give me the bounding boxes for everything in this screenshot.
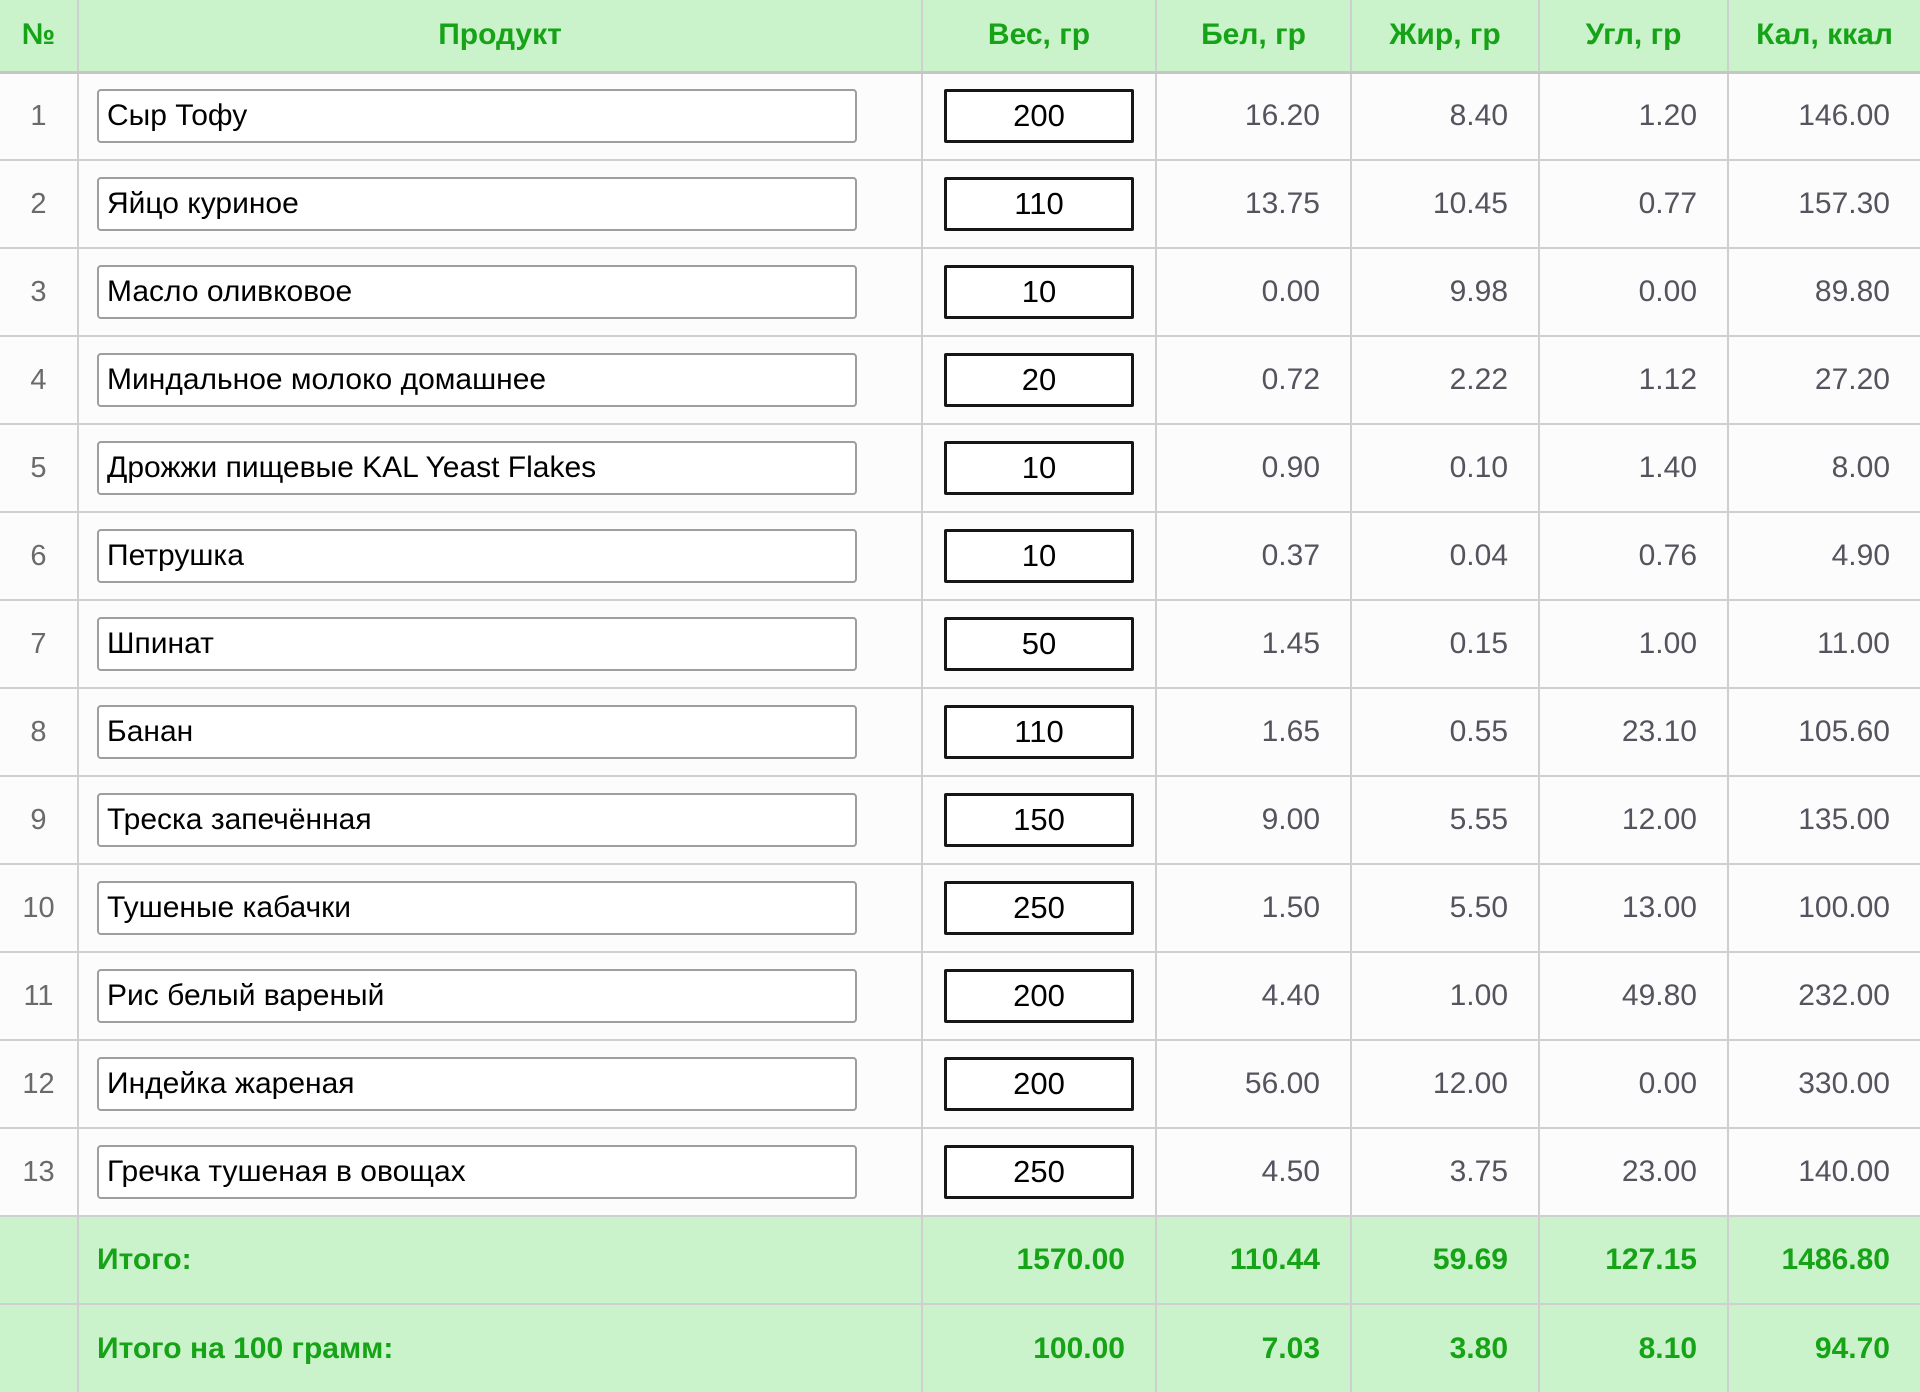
product-cell xyxy=(78,336,922,424)
column-header-protein: Бел, гр xyxy=(1156,0,1351,72)
product-name-input[interactable] xyxy=(97,1057,857,1111)
carbs-value: 0.00 xyxy=(1539,1040,1728,1128)
product-cell xyxy=(78,600,922,688)
weight-cell xyxy=(922,776,1156,864)
totals-per-100g-calories-value: 94.70 xyxy=(1728,1304,1920,1392)
weight-cell xyxy=(922,72,1156,160)
protein-value: 13.75 xyxy=(1156,160,1351,248)
table-row xyxy=(0,72,1920,160)
protein-value: 1.45 xyxy=(1156,600,1351,688)
totals-fat-value: 59.69 xyxy=(1351,1216,1539,1304)
product-cell xyxy=(78,1128,922,1216)
row-number: 7 xyxy=(0,600,78,688)
protein-value: 1.65 xyxy=(1156,688,1351,776)
totals-carbs-value: 127.15 xyxy=(1539,1216,1728,1304)
carbs-value: 12.00 xyxy=(1539,776,1728,864)
product-name-input[interactable] xyxy=(97,969,857,1023)
product-name-input[interactable] xyxy=(97,617,857,671)
protein-value: 1.50 xyxy=(1156,864,1351,952)
fat-value: 0.10 xyxy=(1351,424,1539,512)
table-row xyxy=(0,512,1920,600)
carbs-value: 49.80 xyxy=(1539,952,1728,1040)
totals-per-100g-protein-value: 7.03 xyxy=(1156,1304,1351,1392)
column-header-calories: Кал, ккал xyxy=(1728,0,1920,72)
protein-value: 4.40 xyxy=(1156,952,1351,1040)
column-header-fat: Жир, гр xyxy=(1351,0,1539,72)
product-cell xyxy=(78,72,922,160)
weight-input[interactable] xyxy=(944,177,1134,231)
product-name-input[interactable] xyxy=(97,265,857,319)
table-row xyxy=(0,688,1920,776)
column-header-weight: Вес, гр xyxy=(922,0,1156,72)
weight-cell xyxy=(922,600,1156,688)
calories-value: 146.00 xyxy=(1728,72,1920,160)
row-number: 2 xyxy=(0,160,78,248)
column-header-product: Продукт xyxy=(78,0,922,72)
product-cell xyxy=(78,424,922,512)
product-name-input[interactable] xyxy=(97,89,857,143)
product-name-input[interactable] xyxy=(97,441,857,495)
row-number: 12 xyxy=(0,1040,78,1128)
column-header-number: № xyxy=(0,0,78,72)
fat-value: 2.22 xyxy=(1351,336,1539,424)
weight-input[interactable] xyxy=(944,881,1134,935)
calories-value: 157.30 xyxy=(1728,160,1920,248)
table-row xyxy=(0,1128,1920,1216)
weight-cell xyxy=(922,248,1156,336)
table-row xyxy=(0,952,1920,1040)
fat-value: 0.15 xyxy=(1351,600,1539,688)
table-body xyxy=(0,72,1920,1216)
protein-value: 9.00 xyxy=(1156,776,1351,864)
totals-per-100g-fat-value: 3.80 xyxy=(1351,1304,1539,1392)
weight-cell xyxy=(922,160,1156,248)
row-number: 4 xyxy=(0,336,78,424)
totals-per-100g-empty-cell xyxy=(0,1304,78,1392)
product-name-input[interactable] xyxy=(97,793,857,847)
carbs-value: 0.77 xyxy=(1539,160,1728,248)
calories-value: 8.00 xyxy=(1728,424,1920,512)
protein-value: 16.20 xyxy=(1156,72,1351,160)
carbs-value: 23.00 xyxy=(1539,1128,1728,1216)
protein-value: 0.72 xyxy=(1156,336,1351,424)
calories-value: 100.00 xyxy=(1728,864,1920,952)
carbs-value: 23.10 xyxy=(1539,688,1728,776)
table-row xyxy=(0,1040,1920,1128)
totals-protein-value: 110.44 xyxy=(1156,1216,1351,1304)
weight-input[interactable] xyxy=(944,353,1134,407)
table-footer xyxy=(0,1216,1920,1392)
totals-label: Итого: xyxy=(78,1216,922,1304)
table-row xyxy=(0,160,1920,248)
calories-value: 27.20 xyxy=(1728,336,1920,424)
weight-cell xyxy=(922,512,1156,600)
product-cell xyxy=(78,864,922,952)
fat-value: 10.45 xyxy=(1351,160,1539,248)
product-name-input[interactable] xyxy=(97,881,857,935)
product-name-input[interactable] xyxy=(97,353,857,407)
row-number: 6 xyxy=(0,512,78,600)
weight-cell xyxy=(922,864,1156,952)
weight-input[interactable] xyxy=(944,441,1134,495)
table-row xyxy=(0,424,1920,512)
calories-value: 140.00 xyxy=(1728,1128,1920,1216)
weight-input[interactable] xyxy=(944,793,1134,847)
weight-input[interactable] xyxy=(944,529,1134,583)
row-number: 5 xyxy=(0,424,78,512)
product-cell xyxy=(78,512,922,600)
row-number: 9 xyxy=(0,776,78,864)
carbs-value: 1.20 xyxy=(1539,72,1728,160)
fat-value: 1.00 xyxy=(1351,952,1539,1040)
product-name-input[interactable] xyxy=(97,705,857,759)
row-number: 13 xyxy=(0,1128,78,1216)
fat-value: 5.50 xyxy=(1351,864,1539,952)
protein-value: 0.00 xyxy=(1156,248,1351,336)
protein-value: 56.00 xyxy=(1156,1040,1351,1128)
totals-calories-value: 1486.80 xyxy=(1728,1216,1920,1304)
carbs-value: 0.76 xyxy=(1539,512,1728,600)
totals-per-100g-weight-value: 100.00 xyxy=(922,1304,1156,1392)
table-row xyxy=(0,864,1920,952)
fat-value: 8.40 xyxy=(1351,72,1539,160)
carbs-value: 1.12 xyxy=(1539,336,1728,424)
row-number: 11 xyxy=(0,952,78,1040)
row-number: 3 xyxy=(0,248,78,336)
calories-value: 330.00 xyxy=(1728,1040,1920,1128)
calories-value: 135.00 xyxy=(1728,776,1920,864)
calories-value: 89.80 xyxy=(1728,248,1920,336)
weight-cell xyxy=(922,1128,1156,1216)
column-header-carbs: Угл, гр xyxy=(1539,0,1728,72)
protein-value: 0.37 xyxy=(1156,512,1351,600)
calories-value: 11.00 xyxy=(1728,600,1920,688)
totals-row xyxy=(0,1216,1920,1304)
carbs-value: 1.40 xyxy=(1539,424,1728,512)
product-cell xyxy=(78,952,922,1040)
fat-value: 9.98 xyxy=(1351,248,1539,336)
weight-input[interactable] xyxy=(944,1145,1134,1199)
fat-value: 0.04 xyxy=(1351,512,1539,600)
product-cell xyxy=(78,248,922,336)
table-header xyxy=(0,0,1920,72)
weight-input[interactable] xyxy=(944,265,1134,319)
table-row xyxy=(0,776,1920,864)
product-name-input[interactable] xyxy=(97,177,857,231)
totals-per-100g-label: Итого на 100 грамм: xyxy=(78,1304,922,1392)
totals-per-100g-row xyxy=(0,1304,1920,1392)
row-number: 8 xyxy=(0,688,78,776)
table-row xyxy=(0,336,1920,424)
weight-cell xyxy=(922,952,1156,1040)
weight-input[interactable] xyxy=(944,617,1134,671)
calories-value: 4.90 xyxy=(1728,512,1920,600)
weight-cell xyxy=(922,424,1156,512)
carbs-value: 13.00 xyxy=(1539,864,1728,952)
totals-empty-cell xyxy=(0,1216,78,1304)
weight-input[interactable] xyxy=(944,1057,1134,1111)
product-cell xyxy=(78,1040,922,1128)
carbs-value: 0.00 xyxy=(1539,248,1728,336)
table-row xyxy=(0,248,1920,336)
weight-input[interactable] xyxy=(944,705,1134,759)
weight-input[interactable] xyxy=(944,89,1134,143)
table-row xyxy=(0,600,1920,688)
row-number: 1 xyxy=(0,72,78,160)
fat-value: 3.75 xyxy=(1351,1128,1539,1216)
carbs-value: 1.00 xyxy=(1539,600,1728,688)
fat-value: 0.55 xyxy=(1351,688,1539,776)
totals-per-100g-carbs-value: 8.10 xyxy=(1539,1304,1728,1392)
row-number: 10 xyxy=(0,864,78,952)
calories-value: 232.00 xyxy=(1728,952,1920,1040)
fat-value: 5.55 xyxy=(1351,776,1539,864)
protein-value: 0.90 xyxy=(1156,424,1351,512)
weight-input[interactable] xyxy=(944,969,1134,1023)
product-cell xyxy=(78,688,922,776)
product-name-input[interactable] xyxy=(97,529,857,583)
weight-cell xyxy=(922,1040,1156,1128)
product-cell xyxy=(78,776,922,864)
fat-value: 12.00 xyxy=(1351,1040,1539,1128)
totals-weight-value: 1570.00 xyxy=(922,1216,1156,1304)
product-cell xyxy=(78,160,922,248)
calories-value: 105.60 xyxy=(1728,688,1920,776)
protein-value: 4.50 xyxy=(1156,1128,1351,1216)
weight-cell xyxy=(922,688,1156,776)
product-name-input[interactable] xyxy=(97,1145,857,1199)
weight-cell xyxy=(922,336,1156,424)
